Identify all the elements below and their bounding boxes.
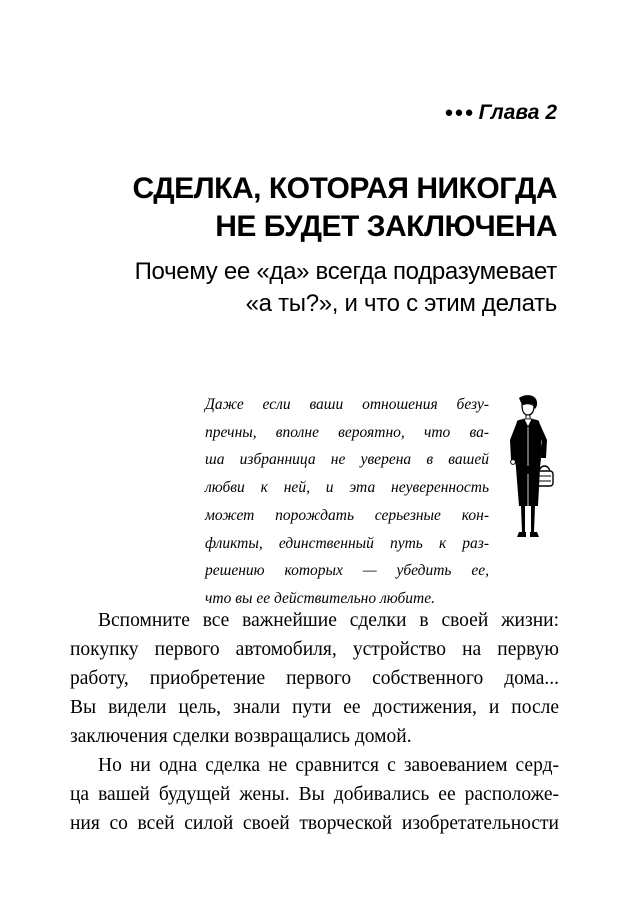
body-line: Вы видели цель, знали пути ее достижения, и после [70, 697, 559, 718]
chapter-label [444, 100, 557, 126]
body-line: ния со всей силой своей творческой изобретательности [70, 813, 559, 834]
chapter-subtitle [135, 256, 557, 320]
body-line: работу, приобретение первого собственного дома... [70, 668, 559, 689]
chapter-number: Глава 2 [478, 101, 557, 124]
epigraph-line: фликты, единственный путь к раз- [205, 534, 489, 552]
body-text [70, 606, 559, 838]
epigraph-line: любви к ней, и эта неуверенность [205, 479, 489, 497]
epigraph-line: может порождать серьезные кон- [205, 506, 489, 524]
chapter-subtitle-line: Почему ее «да» всегда подразумевает [134, 258, 557, 285]
epigraph [205, 391, 489, 613]
body-line: Вспомните все важнейшие сделки в своей жизни: [98, 610, 559, 631]
chapter-title [132, 170, 557, 246]
epigraph-line: ша избранница не уверена в вашей [205, 451, 489, 469]
epigraph-line: решению которых — убедить ее, [205, 562, 489, 580]
chapter-title-line: СДЕЛКА, КОТОРАЯ НИКОГДА [132, 172, 557, 205]
epigraph-line: что вы ее действительно любите. [205, 589, 435, 607]
chapter-subtitle-line: «а ты?», и что с этим делать [245, 290, 557, 317]
body-line: покупку первого автомобиля, устройство на первую [70, 639, 559, 660]
woman-figure-icon [497, 394, 559, 544]
epigraph-line: пречны, вполне вероятно, что ва- [205, 423, 489, 441]
body-line: Но ни одна сделка не сравнится с завоеванием серд- [98, 755, 559, 776]
chapter-title-line: НЕ БУДЕТ ЗАКЛЮЧЕНА [215, 210, 557, 243]
chapter-dots: ●●● [444, 104, 475, 121]
body-line: ца вашей будущей жены. Вы добивались ее расположе- [70, 784, 559, 805]
epigraph-line: Даже если ваши отношения безу- [205, 396, 489, 413]
body-line: заключения сделки возвращались домой. [70, 726, 412, 747]
